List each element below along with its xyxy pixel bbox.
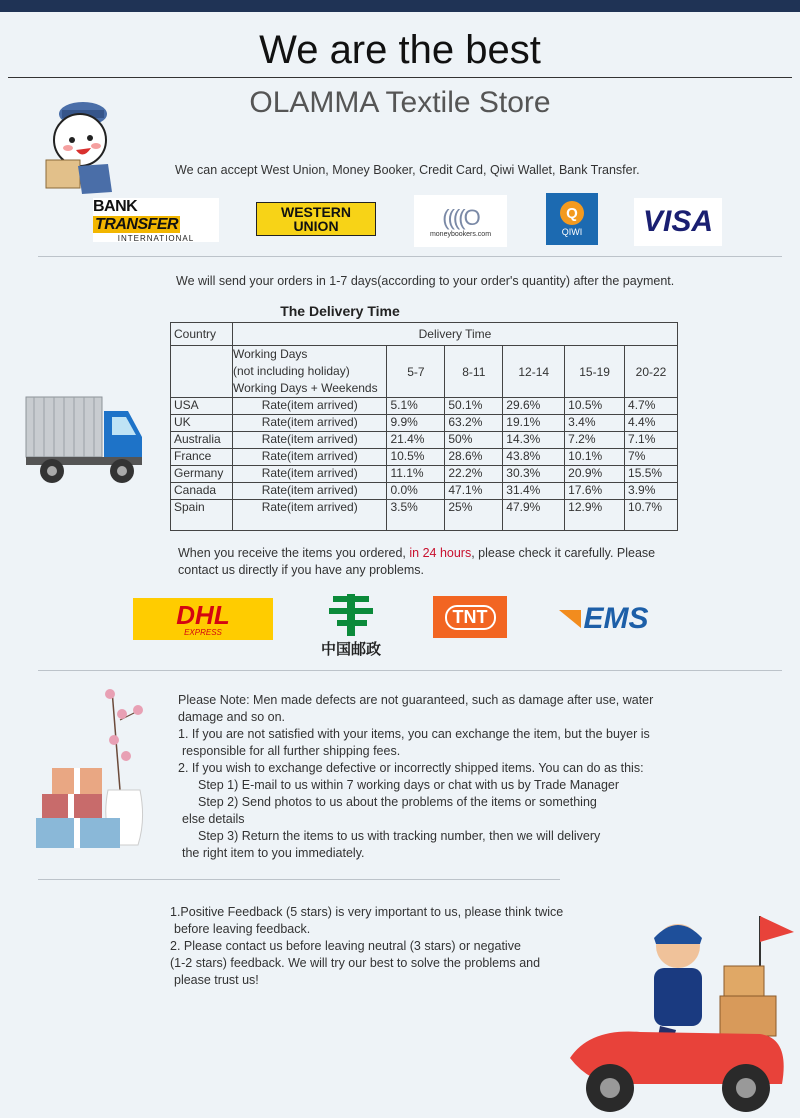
note-line: 2. If you wish to exchange defective or incorrectly shipped items. You can do as this: bbox=[178, 761, 644, 775]
note-line: Please Note: Men made defects are not guaranteed, such as damage after use, water bbox=[178, 693, 654, 707]
note-line: Step 3) Return the items to us with tracking number, then we will delivery bbox=[198, 829, 601, 843]
note-line: responsible for all further shipping fees. bbox=[182, 744, 401, 758]
ems-logo bbox=[554, 600, 654, 638]
empty-cell bbox=[171, 346, 233, 398]
transfer-label: TRANSFER bbox=[95, 215, 179, 233]
courier-mascot-illustration bbox=[38, 88, 128, 198]
percentage-cell: 30.3% bbox=[503, 466, 565, 483]
percentage-cell: 4.4% bbox=[625, 415, 678, 432]
percentage-cell: 4.7% bbox=[625, 398, 678, 415]
percentage-cell: 7% bbox=[625, 449, 678, 466]
note-line: Step 2) Send photos to us about the problems of the items or something bbox=[198, 795, 597, 809]
title-divider bbox=[8, 77, 792, 78]
feedback-line: (1-2 stars) feedback. We will try our best to solve the problems and bbox=[170, 956, 541, 970]
note-line: else details bbox=[182, 812, 245, 826]
table-row bbox=[171, 449, 678, 466]
receive-text-part2: , please check it carefully. Please bbox=[471, 546, 656, 560]
table-row bbox=[171, 398, 678, 415]
moneybookers-name: moneybookers.com bbox=[429, 230, 492, 238]
section-divider bbox=[38, 670, 782, 671]
rate-label-cell: Rate(item arrived) bbox=[232, 500, 386, 531]
percentage-cell: 47.1% bbox=[445, 483, 503, 500]
range-cell: 12-14 bbox=[503, 346, 565, 398]
percentage-cell: 10.5% bbox=[565, 398, 625, 415]
percentage-cell: 10.7% bbox=[625, 500, 678, 531]
bank-label: BANK bbox=[93, 197, 138, 215]
wu-line1: WESTERN bbox=[281, 204, 351, 220]
percentage-cell: 10.5% bbox=[387, 449, 445, 466]
percentage-cell: 14.3% bbox=[503, 432, 565, 449]
percentage-cell: 5.1% bbox=[387, 398, 445, 415]
delivery-truck-illustration bbox=[24, 393, 148, 489]
feedback-text-block bbox=[170, 904, 590, 989]
percentage-cell: 7.1% bbox=[625, 432, 678, 449]
table-range-row bbox=[171, 346, 678, 398]
payment-methods-text: We can accept West Union, Money Booker, Credit Card, Qiwi Wallet, Bank Transfer. bbox=[175, 163, 640, 177]
bank-transfer-logo bbox=[93, 198, 219, 242]
tnt-logo bbox=[433, 596, 507, 638]
percentage-cell: 63.2% bbox=[445, 415, 503, 432]
rate-label-cell: Rate(item arrived) bbox=[232, 449, 386, 466]
table-row bbox=[171, 483, 678, 500]
rate-label-cell: Rate(item arrived) bbox=[232, 466, 386, 483]
country-cell: UK bbox=[171, 415, 233, 432]
page-title: We are the best bbox=[259, 28, 541, 72]
receive-text-part1: When you receive the items you ordered, bbox=[178, 546, 410, 560]
percentage-cell: 9.9% bbox=[387, 415, 445, 432]
gift-boxes-illustration bbox=[22, 680, 152, 852]
range-cell: 5-7 bbox=[387, 346, 445, 398]
table-header-row bbox=[171, 323, 678, 346]
table-row bbox=[171, 500, 678, 531]
moneybookers-mark: ((((O bbox=[442, 204, 479, 230]
percentage-cell: 12.9% bbox=[565, 500, 625, 531]
percentage-cell: 11.1% bbox=[387, 466, 445, 483]
moneybookers-logo bbox=[414, 195, 507, 247]
header-country: Country bbox=[171, 323, 233, 346]
table-row bbox=[171, 415, 678, 432]
range-cell: 15-19 bbox=[565, 346, 625, 398]
receive-highlight: in 24 hours bbox=[409, 546, 472, 560]
percentage-cell: 7.2% bbox=[565, 432, 625, 449]
tnt-text: TNT bbox=[445, 605, 496, 630]
percentage-cell: 15.5% bbox=[625, 466, 678, 483]
percentage-cell: 10.1% bbox=[565, 449, 625, 466]
visa-text: VISA bbox=[642, 205, 714, 238]
dhl-logo bbox=[133, 598, 273, 640]
section-divider bbox=[38, 256, 782, 257]
china-post-icon bbox=[327, 590, 375, 638]
percentage-cell: 3.4% bbox=[565, 415, 625, 432]
china-post-text: 中国邮政 bbox=[320, 640, 381, 658]
delivery-intro-text: We will send your orders in 1-7 days(according to your order's quantity) after the payment. bbox=[176, 274, 675, 288]
qiwi-logo bbox=[546, 193, 598, 245]
note-line: Step 1) E-mail to us within 7 working days or chat with us by Trade Manager bbox=[198, 778, 620, 792]
percentage-cell: 47.9% bbox=[503, 500, 565, 531]
rate-label-cell: Rate(item arrived) bbox=[232, 415, 386, 432]
note-line: the right item to you immediately. bbox=[182, 846, 365, 860]
country-cell: Spain bbox=[171, 500, 233, 531]
delivery-table-title: The Delivery Time bbox=[280, 303, 400, 319]
feedback-line: 2. Please contact us before leaving neutral (3 stars) or negative bbox=[170, 939, 521, 953]
country-cell: Australia bbox=[171, 432, 233, 449]
country-cell: USA bbox=[171, 398, 233, 415]
wu-line2: UNION bbox=[293, 218, 339, 234]
percentage-cell: 25% bbox=[445, 500, 503, 531]
percentage-cell: 43.8% bbox=[503, 449, 565, 466]
percentage-cell: 31.4% bbox=[503, 483, 565, 500]
top-bar bbox=[0, 0, 800, 12]
percentage-cell: 50% bbox=[445, 432, 503, 449]
percentage-cell: 0.0% bbox=[387, 483, 445, 500]
working-days-line1: Working Days bbox=[232, 347, 308, 361]
qiwi-mark: Q bbox=[560, 201, 584, 225]
store-name: OLAMMA Textile Store bbox=[249, 86, 551, 119]
ems-text: EMS bbox=[583, 602, 649, 635]
country-cell: France bbox=[171, 449, 233, 466]
qiwi-name: QIWI bbox=[561, 227, 583, 237]
percentage-cell: 28.6% bbox=[445, 449, 503, 466]
percentage-cell: 3.9% bbox=[625, 483, 678, 500]
header-delivery-time: Delivery Time bbox=[232, 323, 677, 346]
delivery-time-table bbox=[170, 322, 678, 531]
percentage-cell: 20.9% bbox=[565, 466, 625, 483]
ems-wings-icon bbox=[559, 610, 581, 628]
dhl-text: DHL bbox=[176, 599, 230, 630]
percentage-cell: 29.6% bbox=[503, 398, 565, 415]
note-text-block bbox=[178, 692, 698, 862]
rate-label-cell: Rate(item arrived) bbox=[232, 432, 386, 449]
scooter-courier-illustration bbox=[550, 908, 800, 1118]
rate-label-cell: Rate(item arrived) bbox=[232, 398, 386, 415]
note-line: 1. If you are not satisfied with your items, you can exchange the item, but the buyer is bbox=[178, 727, 650, 741]
receive-text-line2: contact us directly if you have any problems. bbox=[178, 563, 424, 577]
percentage-cell: 17.6% bbox=[565, 483, 625, 500]
table-row bbox=[171, 432, 678, 449]
percentage-cell: 3.5% bbox=[387, 500, 445, 531]
table-row bbox=[171, 466, 678, 483]
percentage-cell: 21.4% bbox=[387, 432, 445, 449]
dhl-express-text: EXPRESS bbox=[184, 627, 222, 637]
feedback-line: 1.Positive Feedback (5 stars) is very important to us, please think twice bbox=[170, 905, 564, 919]
working-days-cell bbox=[232, 346, 386, 398]
international-label: INTERNATIONAL bbox=[117, 233, 195, 243]
range-cell: 8-11 bbox=[445, 346, 503, 398]
feedback-line: please trust us! bbox=[174, 973, 259, 987]
country-cell: Canada bbox=[171, 483, 233, 500]
western-union-logo bbox=[256, 202, 376, 236]
receive-check-text bbox=[178, 545, 698, 579]
country-cell: Germany bbox=[171, 466, 233, 483]
percentage-cell: 19.1% bbox=[503, 415, 565, 432]
working-days-line3: Working Days + Weekends bbox=[232, 381, 378, 395]
note-line: damage and so on. bbox=[178, 710, 286, 724]
percentage-cell: 50.1% bbox=[445, 398, 503, 415]
feedback-line: before leaving feedback. bbox=[174, 922, 311, 936]
china-post-logo bbox=[306, 586, 396, 662]
working-days-line2: (not including holiday) bbox=[232, 364, 350, 378]
percentage-cell: 22.2% bbox=[445, 466, 503, 483]
rate-label-cell: Rate(item arrived) bbox=[232, 483, 386, 500]
visa-logo bbox=[634, 198, 722, 246]
section-divider bbox=[38, 879, 560, 880]
range-cell: 20-22 bbox=[625, 346, 678, 398]
